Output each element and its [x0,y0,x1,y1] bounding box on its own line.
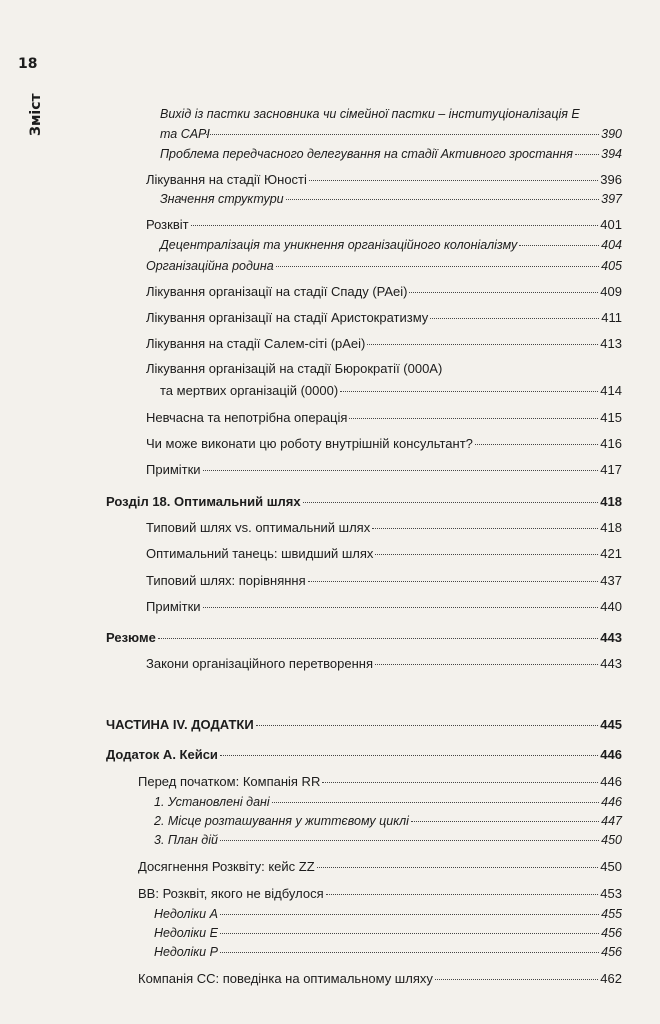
toc-entry-title-continued: та мертвих організацій (0000) [160,383,339,398]
dot-leader [203,607,599,608]
toc-chapter [106,494,622,510]
dot-leader [409,292,598,293]
toc-entry [154,794,622,810]
toc-entry-page: 404 [601,238,622,252]
toc-entry-title: Значення структури [160,192,284,206]
toc-entry [160,191,622,207]
toc-entry-title: Типовий шлях: порівняння [146,573,306,588]
toc-entry [146,462,622,478]
toc-entry-page: 446 [601,795,622,809]
toc-entry [146,436,622,452]
toc-entry [154,925,622,941]
toc-entry-title: Розквіт [146,217,189,232]
toc-entry [138,971,622,987]
dot-leader [286,199,600,200]
toc-entry-title: ЧАСТИНА IV. ДОДАТКИ [106,717,254,732]
toc-entry-title: Недоліки Р [154,945,218,959]
toc-entry-title: Організаційна родина [146,259,274,273]
toc-entry-title: Оптимальний танець: швидший шлях [146,546,374,561]
toc-entry-page: 413 [600,336,622,351]
toc-entry [138,774,622,790]
dot-leader [308,581,599,582]
dot-leader [519,245,599,246]
toc-entry-leader-row [204,126,622,142]
toc-entry-title: Закони організаційного перетворення [146,656,374,671]
dot-leader [372,528,598,529]
toc-entry [146,172,622,188]
toc-entry-title: Перед початком: Компанія RR [138,774,321,789]
toc-entry-title: Типовий шлях vs. оптимальний шлях [146,520,371,535]
toc-entry-page: 396 [600,172,622,187]
toc-entry [154,832,622,848]
dot-leader [220,914,599,915]
dot-leader [575,154,599,155]
toc-entry-page: 456 [601,945,622,959]
toc-entry-title: Примітки [146,599,201,614]
toc-entry [146,284,622,300]
dot-leader [220,840,599,841]
toc-entry-page: 462 [600,971,622,986]
dot-leader [220,952,599,953]
toc-entry-title: Резюме [106,630,156,645]
toc-chapter [106,747,622,763]
toc-entry-title: Примітки [146,462,201,477]
toc-entry-title: 3. План дій [154,833,218,847]
toc-chapter [106,630,622,646]
toc-entry-title: Розділ 18. Оптимальний шлях [106,494,301,509]
toc-entry-page: 409 [600,284,622,299]
toc-entry-page: 456 [601,926,622,940]
toc-entry-page: 417 [600,462,622,477]
toc-entry-page: 415 [600,410,622,425]
dot-leader [276,266,599,267]
toc-entry-title: Лікування на стадії Юності [146,172,307,187]
toc-entry [154,906,622,922]
dot-leader [326,894,599,895]
toc-entry-page: 446 [600,774,622,789]
dot-leader [375,554,598,555]
dot-leader [272,802,599,803]
toc-entry-page: 390 [601,127,622,141]
toc-entry-title: BB: Розквіт, якого не відбулося [138,886,324,901]
toc-entry-page: 418 [600,494,622,509]
toc-entry-title: Недоліки Е [154,926,218,940]
toc-entry-page: 397 [601,192,622,206]
toc-entry-page: 453 [600,886,622,901]
toc-entry-page: 405 [601,259,622,273]
toc-entry-page: 446 [600,747,622,762]
toc-entry [146,573,622,589]
dot-leader [220,755,598,756]
dot-leader [322,782,598,783]
toc-entry [146,599,622,615]
toc-entry-page: 443 [600,630,622,645]
toc-entry [160,237,622,253]
toc-entry [146,310,622,326]
toc-entry-page: 411 [601,310,622,325]
toc-entry-page: 450 [600,859,622,874]
toc-entry-page: 437 [600,573,622,588]
toc-entry [146,336,622,352]
toc-entry-page: 414 [600,383,622,398]
toc-entry-title: Децентралізація та уникнення організаційного колоніалізму [160,238,518,252]
dot-leader [411,821,599,822]
dot-leader [191,225,599,226]
toc-entry-title: Лікування організації на стадії Спаду (PAei) [146,284,408,299]
toc-entry-title: 1. Установлені дані [154,795,270,809]
toc-entry [138,886,622,902]
toc-entry [138,859,622,875]
toc-entry-title: Чи може виконати цю роботу внутрішній консультант? [146,436,473,451]
dot-leader [220,933,599,934]
dot-leader [375,664,598,665]
toc-entry-title: Недоліки А [154,907,218,921]
toc-entry-title: Проблема передчасного делегування на стадії Активного зростання [160,147,573,161]
dot-leader [203,470,599,471]
dot-leader [309,180,598,181]
toc-entry [146,361,622,377]
toc-entry [146,656,622,672]
toc-entry [154,944,622,960]
toc-entry [154,813,622,829]
dot-leader [317,867,599,868]
toc-entry-page: 401 [600,217,622,232]
toc-entry-page: 421 [600,546,622,561]
toc-entry-title: Додаток А. Кейси [106,747,218,762]
dot-leader [475,444,598,445]
toc-entry-page: 443 [600,656,622,671]
page-number: 18 [18,56,38,72]
toc-entry-continued [160,383,622,399]
toc-entry [146,410,622,426]
toc-entry-title: Лікування організацій на стадії Бюрократії (000A) [146,361,443,376]
toc-entry-title: Лікування на стадії Салем-сіті (pAei) [146,336,366,351]
dot-leader [430,318,599,319]
dot-leader [435,979,598,980]
toc-entry [146,217,622,233]
dot-leader [340,391,598,392]
toc-entry-title: Невчасна та непотрібна операція [146,410,348,425]
toc-entry-title: Лікування організації на стадії Аристократизму [146,310,429,325]
dot-leader [256,725,599,726]
toc-entry [160,146,622,162]
toc-entry [146,258,622,274]
toc-entry [146,546,622,562]
toc-entry-page: 455 [601,907,622,921]
dot-leader [206,134,599,135]
toc-entry-page: 447 [601,814,622,828]
toc-entry-page: 416 [600,436,622,451]
section-side-label: Зміст [28,93,44,136]
toc-entry [146,520,622,536]
toc-entry-title-continued: та CAPI [160,127,210,141]
dot-leader [367,344,598,345]
toc-entry-page: 450 [601,833,622,847]
dot-leader [349,418,598,419]
toc-entry-page: 418 [600,520,622,535]
toc-entry-page: 394 [601,147,622,161]
toc-entry-title: Вихід із пастки засновника чи сімейної пастки – інституціоналізація Е [160,107,580,121]
toc-entry-title: Досягнення Розквіту: кейс ZZ [138,859,315,874]
toc-entry-title: Компанія СС: поведінка на оптимальному шляху [138,971,433,986]
dot-leader [158,638,598,639]
toc-part [106,717,622,733]
toc-entry-page: 440 [600,599,622,614]
dot-leader [303,502,599,503]
toc-entry-page: 445 [600,717,622,732]
toc-entry-title: 2. Місце розташування у життєвому циклі [154,814,409,828]
